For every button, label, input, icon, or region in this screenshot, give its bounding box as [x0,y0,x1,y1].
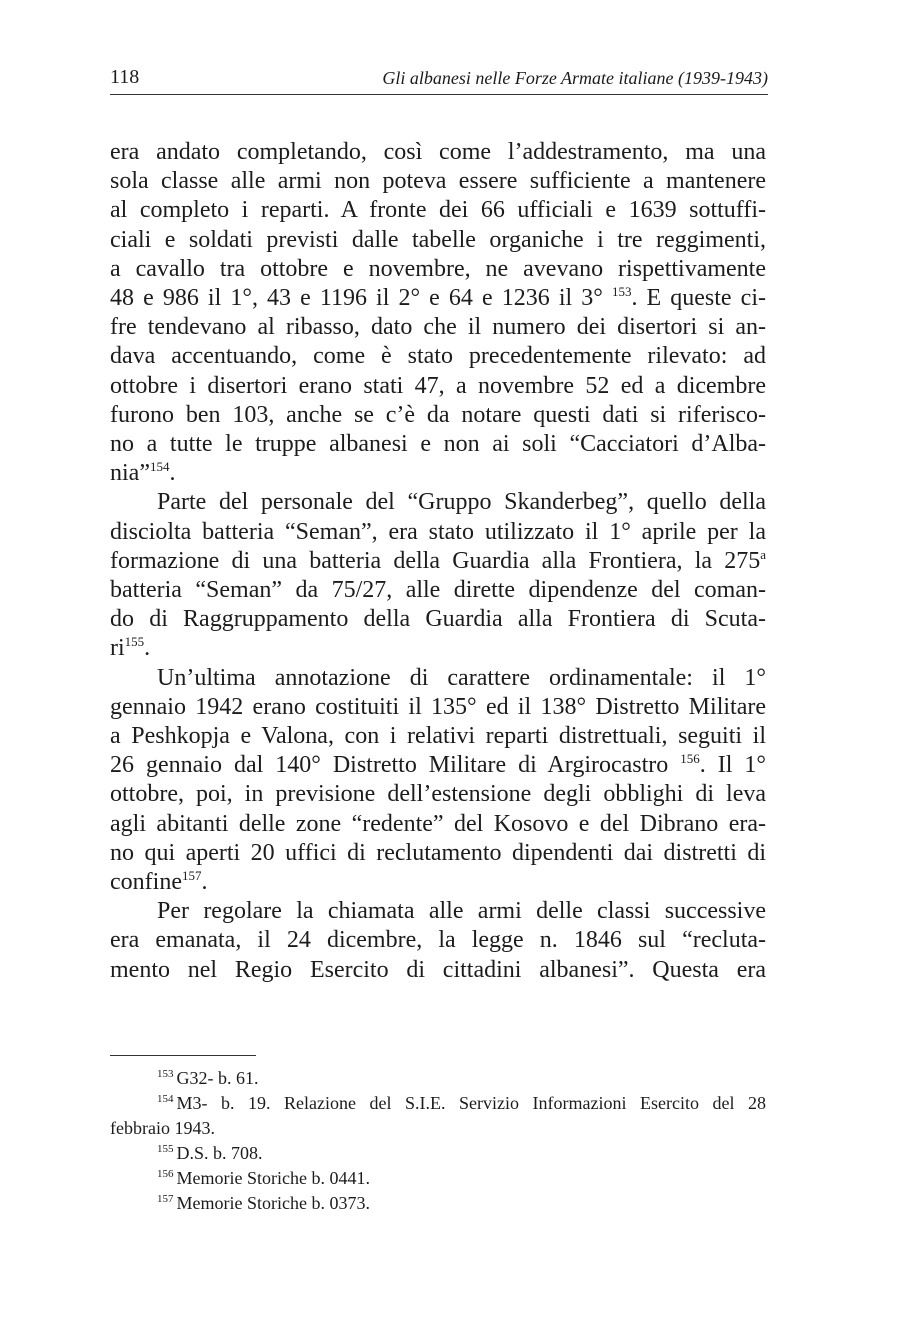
text-fragment: confine [110,869,182,896]
footnote-ref-154: 154 [149,459,170,475]
text-line: a cavallo tra ottobre e novembre, ne avevano rispettivamente [110,255,766,282]
footnote-text: febbraio 1943. [110,1118,215,1138]
footnote-text: G32- b. 61. [176,1068,259,1088]
footnote-text: Memorie Storiche b. 0441. [176,1168,370,1188]
text-line: batteria “Seman” da 75/27, alle dirette dipendenze del coman- [110,577,766,604]
footnote-text: M3- b. 19. Relazione del S.I.E. Servizio Informazioni Esercito del 28 [176,1093,766,1113]
text-line-with-ref [110,634,766,663]
text-line: ottobre i disertori erano stati 47, a novembre 52 ed a dicembre [110,372,766,399]
text-line: dava accentuando, come è stato precedentemente rilevato: ad [110,343,766,370]
footnote-155 [110,1141,766,1166]
footnote-ref-153: 153 [611,284,632,300]
text-line: disciolta batteria “Seman”, era stato utilizzato il 1° aprile per la [110,518,766,545]
footnote-154 [110,1091,766,1116]
footnote-line [110,1091,766,1116]
text-line: sola classe alle armi non poteva essere sufficiente a mantenere [110,168,766,195]
text-fragment: 26 gennaio dal 140° Distretto Militare di Argirocastro [110,752,669,779]
text-line: agli abitanti delle zone “redente” del Kosovo e del Dibrano era- [110,810,766,837]
text-line: Per regolare la chiamata alle armi delle classi successive [157,898,766,925]
text-line-with-ref [110,459,766,488]
paragraph-4 [110,897,766,985]
running-title: Gli albanesi nelle Forze Armate italiane (1939-1943) [382,68,768,88]
text-fragment: formazione di una batteria della Guardia alla Frontiera, la 275 [110,547,761,574]
text-fragment: . [201,869,208,896]
text-line: ciali e soldati previsti dalle tabelle organiche i tre reggimenti, [110,226,766,253]
text-line-with-ref [110,284,766,313]
footnote-divider [110,1055,256,1056]
footnote-ref-156: 156 [680,751,700,767]
text-line: fre tendevano al ribasso, dato che il numero dei disertori si an- [110,314,766,341]
footnote-157 [110,1191,766,1216]
text-line: a Peshkopja e Valona, con i relativi reparti distrettuali, seguiti il [110,723,766,750]
footnote-154-continuation [110,1116,766,1141]
text-line: ottobre, poi, in previsione dell’estensione degli obblighi di leva [110,781,766,808]
text-fragment: . [144,635,151,662]
footnote-ref-157: 157 [181,868,202,884]
text-fragment: nia” [110,460,150,487]
text-line: do di Raggruppamento della Guardia alla Frontiera di Scuta- [110,606,766,633]
text-line-with-ordinal [110,547,766,576]
footnote-number: 153 [157,1068,174,1080]
main-text [110,138,766,985]
footnote-number: 157 [157,1193,174,1205]
footnote-text: Memorie Storiche b. 0373. [176,1193,370,1213]
footnote-text: D.S. b. 708. [176,1143,263,1163]
running-header [110,64,768,95]
text-line: Parte del personale del “Gruppo Skanderbeg”, quello della [157,489,766,516]
footnotes [110,1066,766,1216]
text-line: no qui aperti 20 uffici di reclutamento dipendenti dai distretti di [110,839,766,866]
text-line: Un’ultima annotazione di carattere ordinamentale: il 1° [157,664,766,691]
text-fragment: . Il 1° [699,752,766,779]
footnote-number: 155 [157,1143,174,1155]
text-line: furono ben 103, anche se c’è da notare questi dati si riferisco- [110,401,766,428]
page-number: 118 [110,66,140,88]
text-fragment: 48 e 986 il 1°, 43 e 1196 il 2° e 64 e 1236 il 3° [110,285,603,312]
ordinal-superscript: a [760,546,766,562]
text-line: era emanata, il 24 dicembre, la legge n. 1846 sul “recluta- [110,927,766,954]
paragraph-3 [110,664,766,898]
footnote-number: 154 [157,1093,174,1105]
text-fragment: ri [110,635,125,662]
footnote-ref-155: 155 [124,634,145,650]
text-line: al completo i reparti. A fronte dei 66 ufficiali e 1639 sottuffi- [110,197,766,224]
text-fragment: . [169,460,176,487]
text-fragment: . E queste ci- [631,285,766,312]
footnote-number: 156 [157,1168,174,1180]
text-line-with-ref [110,868,766,897]
paragraph-2 [110,488,766,663]
text-line-with-ref [110,751,766,780]
paragraph-1 [110,138,766,488]
text-line: no a tutte le truppe albanesi e non ai soli “Cacciatori d’Alba- [110,431,766,458]
footnote-153 [110,1066,766,1091]
text-line: gennaio 1942 erano costituiti il 135° ed il 138° Distretto Militare [110,693,766,720]
text-line: era andato completando, così come l’addestramento, ma una [110,139,766,165]
footnote-156 [110,1166,766,1191]
text-line: mento nel Regio Esercito di cittadini albanesi”. Questa era [110,956,766,983]
